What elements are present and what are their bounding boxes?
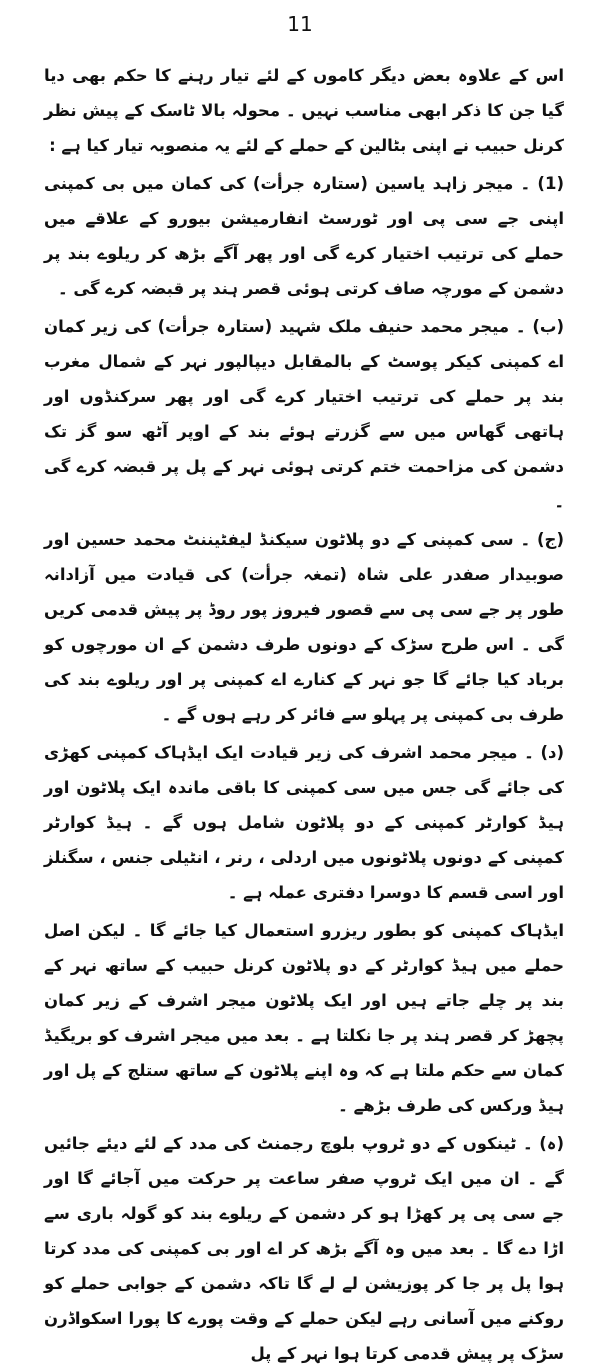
paragraph-item-1: (1) ۔ میجر زاہد یاسین (ستارہ جرأت) کی کمان میں بی کمپنی اپنی جے سی پی اور ٹورسٹ انفارمیشن بیورو کے علاقے میں حملے کی ترتیب اختیار کرے گی اور پھر آگے بڑھ کر ریلوے بند پر دشمن کے مورچہ صاف کرتی ہوئی قصر ہند پر قبضہ کرے گی ۔: [44, 174, 564, 298]
paragraph-item-c: (ج) ۔ سی کمپنی کے دو پلاٹون سیکنڈ لیفٹیننٹ محمد حسین اور صوبیدار صفدر علی شاہ (تمغہ جرأت) کی قیادت میں آزادانہ طور پر جے سی پی سے قصور فیروز پور روڈ پر پیش قدمی کریں گی ۔ اس طرح سڑک کے دونوں طرف دشمن کے ان مورچوں کو برباد کیا جائے گا جو نہر کے کنارے اے کمپنی پر اور ریلوے بند کی طرف بی کمپنی پر پہلو سے فائر کر رہے ہوں گے ۔: [44, 530, 564, 724]
paragraph-item-d: (د) ۔ میجر محمد اشرف کی زیر قیادت ایک ایڈہاک کمپنی کھڑی کی جائے گی جس میں سی کمپنی کا باقی ماندہ ایک پلاٹون اور ہیڈ کوارٹر کمپنی کے دو پلاٹون شامل ہوں گے ۔ ہیڈ کوارٹر کمپنی کے دونوں پلاٹونوں میں اردلی ، رنر ، انٹیلی جنس ، سگنلز اور اسی قسم کا دوسرا دفتری عملہ ہے ۔: [44, 743, 564, 902]
paragraph-intro: اس کے علاوہ بعض دیگر کاموں کے لئے تیار رہنے کا حکم بھی دیا گیا جن کا ذکر ابھی مناسب نہیں ۔ محولہ بالا ٹاسک کے پیش نظر کرنل حبیب نے اپنی بٹالین کے حملے کے لئے یہ منصوبہ تیار کیا ہے :: [44, 66, 564, 155]
paragraph-item-b: (ب) ۔ میجر محمد حنیف ملک شہید (ستارہ جرأت) کی زیر کمان اے کمپنی کیکر پوسٹ کے بالمقابل دیپالپور نہر کے شمال مغرب بند پر حملے کی ترتیب اختیار کرے گی اور پھر سرکنڈوں اور ہاتھی گھاس میں سے گزرتے ہوئے بند کے اوپر آٹھ سو گز تک دشمن کی مزاحمت ختم کرتی ہوئی نہر کے پل پر قبضہ کرے گی ۔: [44, 317, 564, 511]
page-number: 11: [287, 12, 313, 36]
paragraph-adhoc: ایڈہاک کمپنی کو بطور ریزرو استعمال کیا جائے گا ۔ لیکن اصل حملے میں ہیڈ کوارٹر کے دو پلاٹون کرنل حبیب کے ساتھ نہر کے بند پر چلے جاتے ہیں اور ایک پلاٹون میجر اشرف کے زیر کمان پچھڑ کر قصر ہند پر جا نکلتا ہے ۔ بعد میں میجر اشرف کو بریگیڈ کمان سے حکم ملتا ہے کہ وہ اپنے پلاٹون کے ساتھ ستلج کے پل اور ہیڈ ورکس کی طرف بڑھے ۔: [44, 921, 564, 1115]
paragraph-item-e: (ہ) ۔ ٹینکوں کے دو ٹروپ بلوچ رجمنٹ کی مدد کے لئے دیئے جائیں گے ۔ ان میں ایک ٹروپ صفر ساعت پر حرکت میں آجائے گا اور جے سی پی پر کھڑا ہو کر دشمن کے ریلوے بند کو گولہ باری سے اڑا دے گا ۔ بعد میں وہ آگے بڑھ کر اے اور بی کمپنی کی مدد کرتا ہوا پل پر جا کر پوزیشن لے لے گا تاکہ دشمن کے جوابی حملے کو روکنے میں آسانی رہے لیکن حملے کے وقت پورے کا پورا اسکواڈرن سڑک پر پیش قدمی کرتا ہوا نہر کے پل: [44, 1134, 564, 1363]
page-body: [44, 58, 564, 1371]
